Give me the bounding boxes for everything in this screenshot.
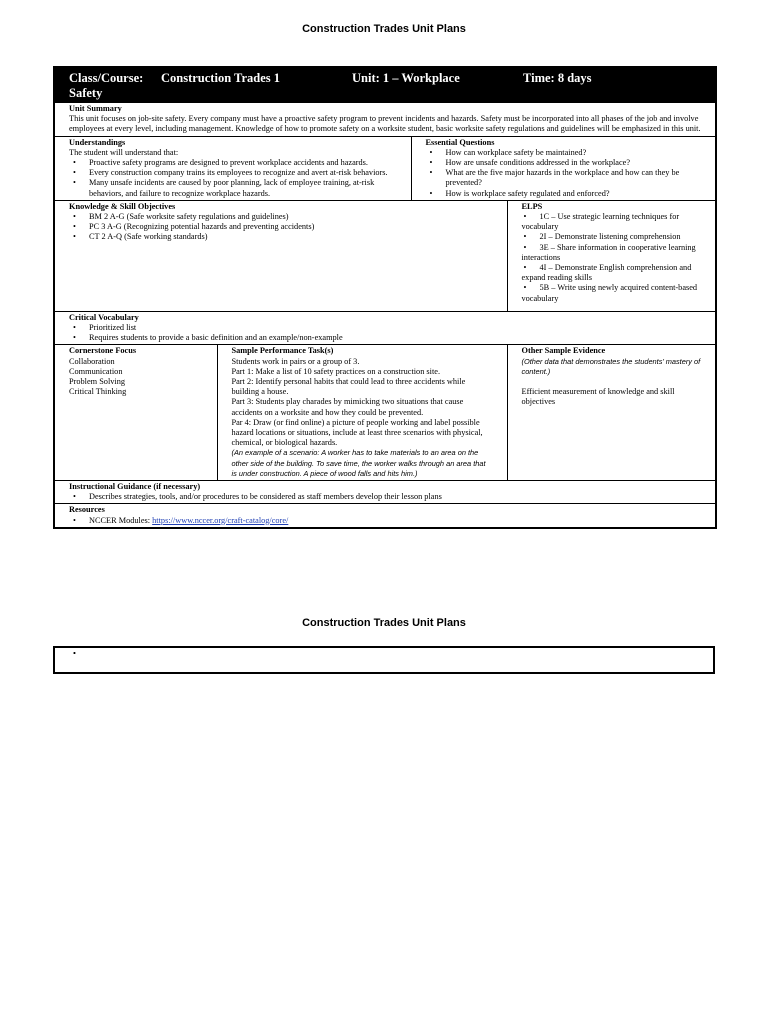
essential-questions-title: Essential Questions xyxy=(425,137,495,147)
class-course-label: Class/Course: xyxy=(69,71,144,85)
knowledge-skill-cell xyxy=(54,200,507,311)
list-item xyxy=(69,516,701,526)
other-evidence-note: (Other data that demonstrates the students’ mastery of content.) xyxy=(521,356,701,376)
list-item: • 3E – Share information in cooperative learning interactions xyxy=(521,242,696,262)
list-item: • 5B – Write using newly acquired content-based vocabulary xyxy=(521,283,698,303)
understandings-title: Understandings xyxy=(69,137,126,147)
list-item: • Every construction company trains its employees to recognize and avert at-risk behaviors. xyxy=(69,168,397,178)
knowledge-skill-title: Knowledge & Skill Objectives xyxy=(69,201,176,211)
unit-summary-text: This unit focuses on job-site safety. Every company must have a proactive safety program to prevent incidents and hazards. Safety must be incorporated into all phases of the job and involve employees at every level, including management. Knowledge of how to promote safety on a worksite student, basic worksite safety regulations and guidelines will be emphasized in this unit. xyxy=(69,114,701,134)
task-line: Part 2: Identify personal habits that could lead to three accidents while building a house. xyxy=(231,377,466,397)
unit-plan-table-continued xyxy=(53,646,715,674)
continued-cell xyxy=(54,647,714,673)
unit-summary-cell xyxy=(54,103,716,137)
performance-task-title: Sample Performance Task(s) xyxy=(231,346,334,356)
scenario-example: (An example of a scenario: A worker has to take materials to an area on the other side of the building. To save time, the worker walks through an area that is under construction. A piece of wood falls and hits him.) xyxy=(231,448,486,478)
critical-vocabulary-title: Critical Vocabulary xyxy=(69,312,139,322)
task-line: Part 3: Students play charades by mimicking two situations that cause accidents on a worksite and how they could be prevented. xyxy=(231,397,464,417)
understandings-cell xyxy=(54,136,411,200)
list-item: • 4I – Demonstrate English comprehension and expand reading skills xyxy=(521,263,692,283)
instructional-guidance-title: Instructional Guidance (if necessary) xyxy=(69,482,201,492)
resources-title: Resources xyxy=(69,505,105,515)
essential-questions-cell xyxy=(411,136,716,200)
list-item: Collaboration xyxy=(69,356,115,366)
list-item: • PC 3 A-G (Recognizing potential hazards and preventing accidents) xyxy=(69,222,493,232)
list-item: • Prioritized list xyxy=(69,323,701,333)
list-item: • Describes strategies, tools, and/or procedures to be considered as staff members develop their lesson plans xyxy=(69,492,701,502)
list-item: • What are the five major hazards in the workplace and how can they be prevented? xyxy=(426,168,702,188)
list-item: • CT 2 A-Q (Safe working standards) xyxy=(69,232,493,242)
list-item: • 2I – Demonstrate listening comprehension xyxy=(523,232,681,242)
list-item: • How are unsafe conditions addressed in the workplace? xyxy=(426,158,702,168)
resources-cell xyxy=(54,504,716,528)
task-line: Students work in pairs or a group of 3. xyxy=(231,356,360,366)
task-line: Part 1: Make a list of 10 safety practices on a construction site. xyxy=(231,366,441,376)
list-item: Problem Solving xyxy=(69,377,126,387)
list-item: • BM 2 A-G (Safe worksite safety regulations and guidelines) xyxy=(69,212,493,222)
other-evidence-cell xyxy=(507,345,716,481)
cornerstone-focus-cell xyxy=(54,345,217,481)
list-item: Critical Thinking xyxy=(69,387,127,397)
list-item: Communication xyxy=(69,366,123,376)
page-title: Construction Trades Unit Plans xyxy=(302,617,466,629)
unit-header xyxy=(54,67,716,103)
list-item: • 1C – Use strategic learning techniques for vocabulary xyxy=(521,212,680,232)
unit-duration: Time: 8 days xyxy=(523,71,592,85)
understandings-intro: The student will understand that: xyxy=(69,147,179,157)
list-item: • Proactive safety programs are designed to prevent workplace accidents and hazards. xyxy=(69,158,397,168)
instructional-guidance-cell xyxy=(54,481,716,504)
list-item: • How can workplace safety be maintained? xyxy=(426,148,702,158)
unit-title-continued: Safety xyxy=(69,86,103,100)
unit-title: Unit: 1 – Workplace xyxy=(352,71,460,85)
list-item: • Requires students to provide a basic definition and an example/non-example xyxy=(69,333,701,343)
cornerstone-focus-title: Cornerstone Focus xyxy=(69,346,137,356)
resources-label: NCCER Modules: xyxy=(89,515,153,525)
other-evidence-title: Other Sample Evidence xyxy=(521,346,606,356)
performance-task-cell xyxy=(217,345,507,481)
unit-summary-title: Unit Summary xyxy=(69,104,122,113)
critical-vocabulary-cell xyxy=(54,311,716,345)
page-title: Construction Trades Unit Plans xyxy=(302,23,466,35)
course-name: Construction Trades 1 xyxy=(161,71,280,85)
elps-title: ELPS xyxy=(521,201,543,211)
other-evidence-text: Efficient measurement of knowledge and skill objectives xyxy=(521,387,675,407)
unit-plan-table xyxy=(53,66,717,529)
list-item: • Many unsafe incidents are caused by poor planning, lack of employee training, at-risk behaviors, and failure to recognize workplace hazards. xyxy=(69,178,397,198)
list-item: • How is workplace safety regulated and enforced? xyxy=(426,189,702,199)
task-line: Par 4: Draw (or find online) a picture of people working and label possible hazard locations or situations, include at least three scenarios with physical, chemical, or biological hazards. xyxy=(231,417,483,448)
elps-cell xyxy=(507,200,716,311)
nccer-link[interactable]: https://www.nccer.org/craft-catalog/core/ xyxy=(152,515,289,525)
